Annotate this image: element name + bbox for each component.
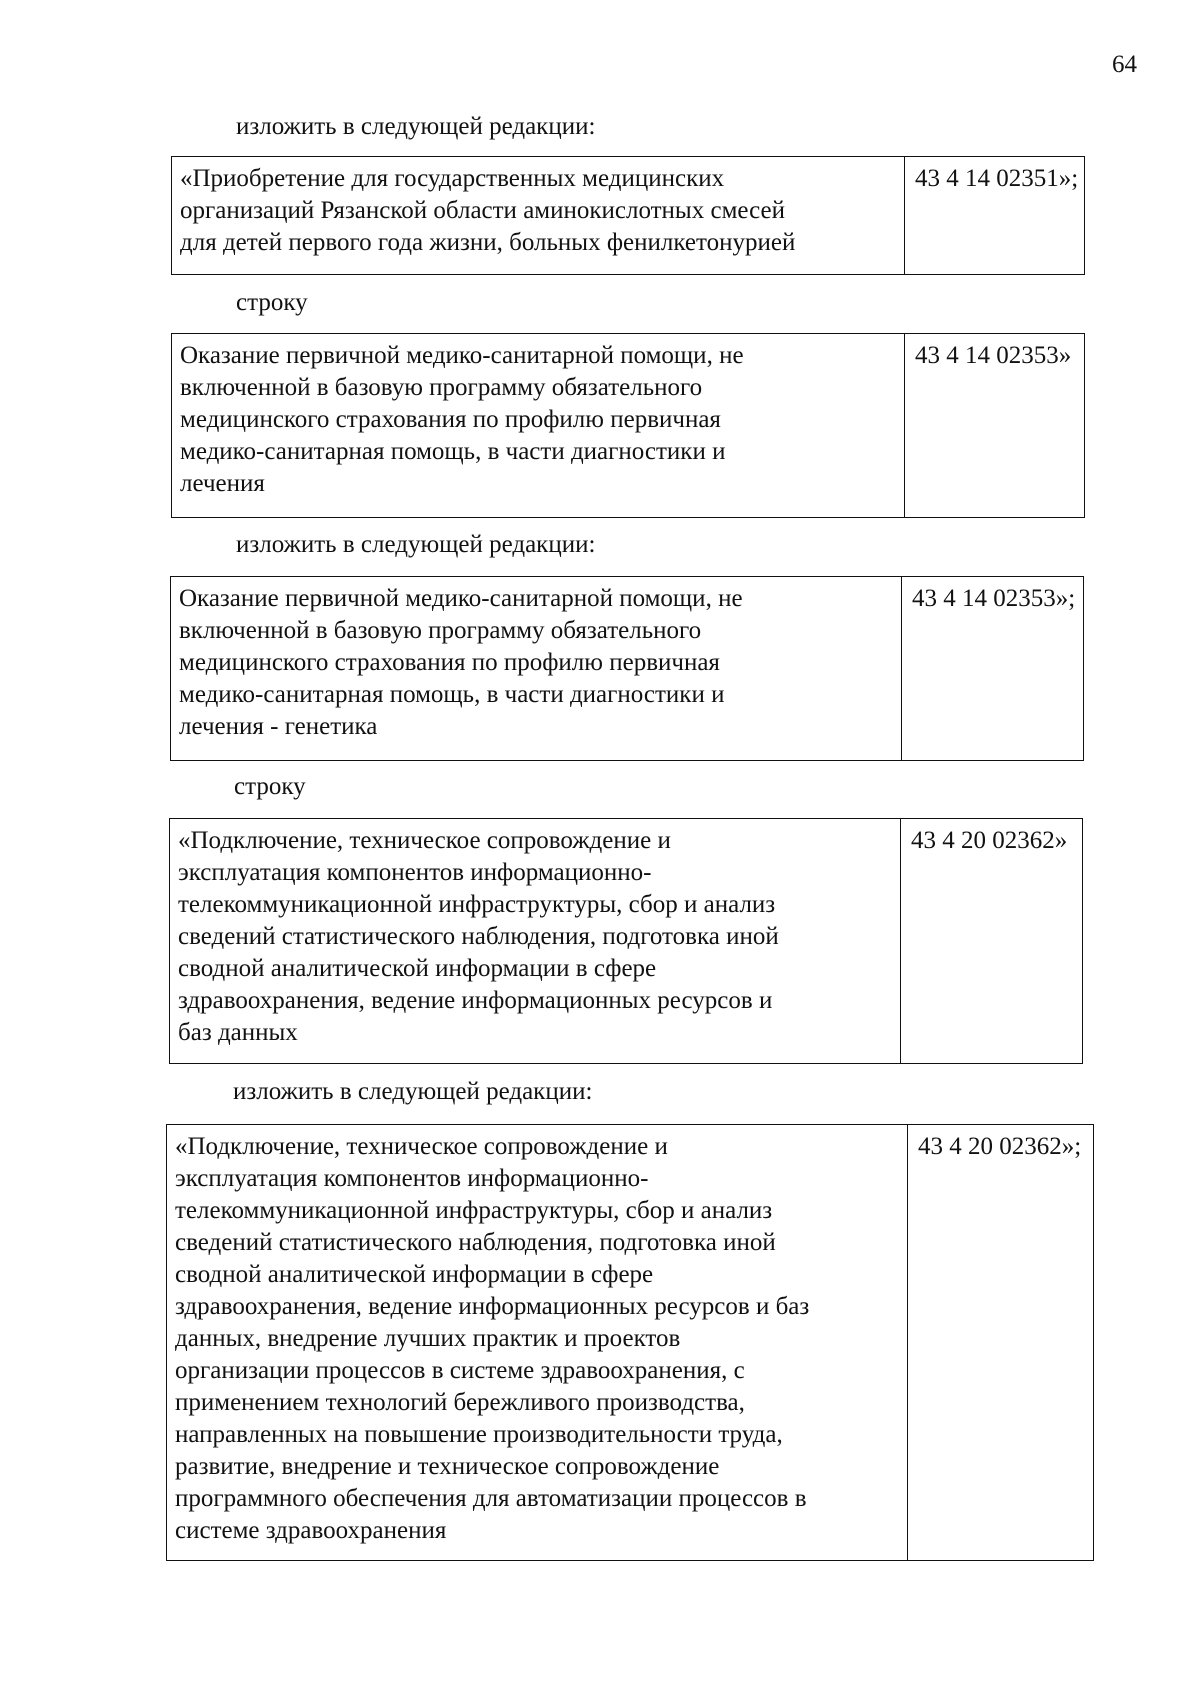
description-line: развитие, внедрение и техническое сопровождение — [175, 1453, 720, 1480]
line-code-cell: 43 4 20 02362»; — [908, 1125, 1094, 1561]
budget-line-table — [169, 818, 1083, 1064]
description-line: программного обеспечения для автоматизации процессов в — [175, 1485, 807, 1512]
description-line: баз данных — [178, 1019, 298, 1046]
description-line: телекоммуникационной инфраструктуры, сбор и анализ — [175, 1197, 773, 1224]
description-line: лечения — [180, 470, 265, 497]
instruction-text: изложить в следующей редакции: — [236, 531, 596, 558]
line-code-cell: 43 4 20 02362» — [901, 819, 1083, 1064]
line-description-cell — [170, 819, 901, 1064]
instruction-text: изложить в следующей редакции: — [236, 113, 596, 140]
budget-line-table — [166, 1124, 1094, 1561]
line-description-cell — [167, 1125, 908, 1561]
description-line: организаций Рязанской области аминокислотных смесей — [180, 197, 785, 224]
instruction-text: изложить в следующей редакции: — [233, 1078, 593, 1105]
description-line: эксплуатация компонентов информационно- — [178, 859, 652, 886]
table-row — [171, 577, 1084, 761]
description-line: медицинского страхования по профилю первичная — [179, 649, 720, 676]
line-description-cell — [171, 577, 902, 761]
description-line: здравоохранения, ведение информационных ресурсов и — [178, 987, 773, 1014]
budget-line-table — [171, 333, 1085, 518]
description-line: медицинского страхования по профилю первичная — [180, 406, 721, 433]
description-line: сведений статистического наблюдения, подготовка иной — [178, 923, 779, 950]
description-line: «Подключение, техническое сопровождение и — [175, 1133, 668, 1160]
description-line: Оказание первичной медико-санитарной помощи, не — [180, 342, 744, 369]
description-line: медико-санитарная помощь, в части диагностики и — [179, 681, 725, 708]
description-line: сводной аналитической информации в сфере — [175, 1261, 654, 1288]
table-row — [172, 157, 1085, 275]
description-line: здравоохранения, ведение информационных ресурсов и баз — [175, 1293, 810, 1320]
description-line: включенной в базовую программу обязательного — [180, 374, 703, 401]
description-line: сведений статистического наблюдения, подготовка иной — [175, 1229, 776, 1256]
description-line: организации процессов в системе здравоохранения, с — [175, 1357, 745, 1384]
description-line: лечения - генетика — [179, 713, 378, 740]
instruction-text: строку — [234, 773, 306, 800]
description-line: медико-санитарная помощь, в части диагностики и — [180, 438, 726, 465]
instruction-text: строку — [236, 289, 308, 316]
line-description-cell — [172, 157, 905, 275]
description-line: «Приобретение для государственных медицинских — [180, 165, 725, 192]
line-code-cell: 43 4 14 02353» — [905, 334, 1085, 518]
table-row — [172, 334, 1085, 518]
description-line: телекоммуникационной инфраструктуры, сбор и анализ — [178, 891, 776, 918]
line-description-cell — [172, 334, 905, 518]
description-line: «Подключение, техническое сопровождение и — [178, 827, 671, 854]
description-line: данных, внедрение лучших практик и проектов — [175, 1325, 681, 1352]
description-line: включенной в базовую программу обязательного — [179, 617, 702, 644]
description-line: системе здравоохранения — [175, 1517, 447, 1544]
line-code-cell: 43 4 14 02353»; — [902, 577, 1084, 761]
table-row — [170, 819, 1083, 1064]
description-line: направленных на повышение производительности труда, — [175, 1421, 783, 1448]
budget-line-table — [171, 156, 1085, 275]
budget-line-table — [170, 576, 1084, 761]
description-line: применением технологий бережливого производства, — [175, 1389, 745, 1416]
line-code-cell: 43 4 14 02351»; — [905, 157, 1085, 275]
table-row — [167, 1125, 1094, 1561]
description-line: Оказание первичной медико-санитарной помощи, не — [179, 585, 743, 612]
description-line: сводной аналитической информации в сфере — [178, 955, 657, 982]
description-line: для детей первого года жизни, больных фенилкетонурией — [180, 229, 796, 256]
description-line: эксплуатация компонентов информационно- — [175, 1165, 649, 1192]
page-number: 64 — [1112, 51, 1137, 78]
